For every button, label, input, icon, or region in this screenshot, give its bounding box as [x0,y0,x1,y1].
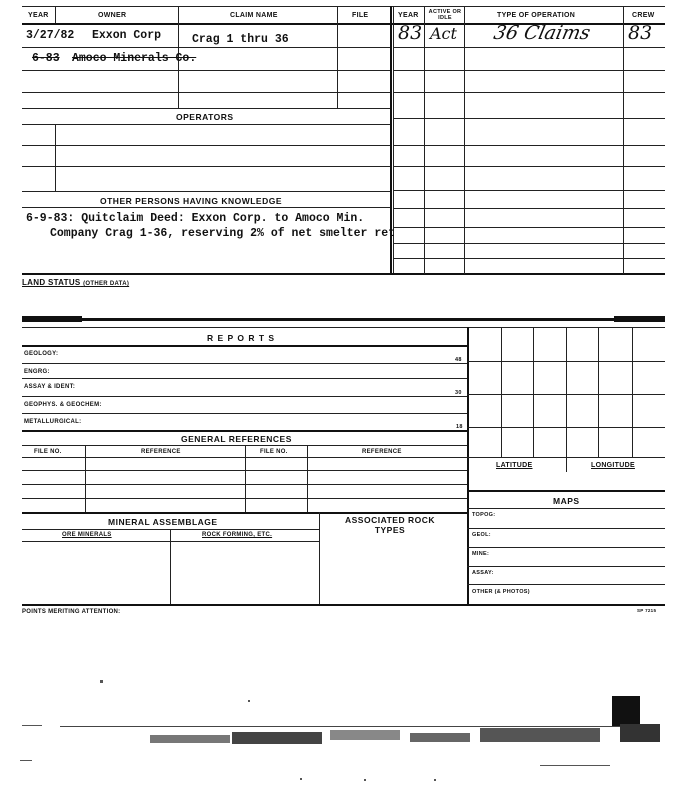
ore-minerals-label: ORE MINERALS [62,532,112,538]
rule [22,273,665,275]
owner-row-1-claim: Crag 1 thru 36 [192,33,289,46]
report-metallurgical-number: 18 [456,424,463,430]
activity-year-entry: 83 [398,22,423,44]
maps-heading: MAPS [553,496,580,506]
land-status-label [22,278,129,287]
owner-row-2-owner: Amoco Minerals Co. [72,52,197,65]
operators-heading: OPERATORS [176,112,234,122]
report-geology: GEOLOGY: [24,351,59,357]
header-year: YEAR [28,12,49,19]
associated-rock-types-heading: ASSOCIATED ROCK TYPES [345,515,435,535]
ref-col-reference-1: REFERENCE [141,449,181,455]
ref-col-file-no-2: FILE NO. [260,449,288,455]
activity-crew-entry: 83 [628,22,653,44]
maps-assay: ASSAY: [472,570,494,576]
other-persons-heading: OTHER PERSONS HAVING KNOWLEDGE [100,196,283,206]
ref-col-reference-2: REFERENCE [362,449,402,455]
header-owner: OWNER [98,12,127,19]
owner-row-1-year: 3/27/82 [26,29,75,42]
knowledge-line-2: Company Crag 1-36, reserving 2% of net smelter ret [50,227,396,240]
header-file: FILE [352,12,369,19]
points-meriting-attention-label: POINTS MERITING ATTENTION: [22,609,121,615]
report-assay: ASSAY & IDENT: [24,384,76,390]
maps-geol: GEOL: [472,532,491,538]
header-type-of-operation: TYPE OF OPERATION [497,12,576,19]
rule [22,6,665,7]
maps-topog: TOPOG: [472,512,496,518]
activity-status-entry: Act [430,24,457,43]
header-active-or-idle: ACTIVE OR IDLE [428,9,462,21]
owner-row-2-year: 6-83 [32,52,60,65]
general-references-heading: GENERAL REFERENCES [181,434,292,444]
header-claim-name: CLAIM NAME [230,12,278,19]
maps-mine: MINE: [472,551,490,557]
report-geophys: GEOPHYS. & GEOCHEM: [24,402,102,408]
knowledge-line-1: 6-9-83: Quitclaim Deed: Exxon Corp. to Amoco Min. [26,212,365,225]
owner-row-1-owner: Exxon Corp [92,29,162,42]
land-status-sublabel: (OTHER DATA) [83,281,130,287]
longitude-label: LONGITUDE [591,462,635,469]
report-engrg: ENGRG: [24,369,50,375]
mineral-assemblage-heading: MINERAL ASSEMBLAGE [108,517,218,527]
rock-forming-label: ROCK FORMING, ETC. [202,532,273,538]
report-geology-number: 48 [455,357,462,363]
form-code: SP 7215 [637,608,657,613]
report-assay-number: 30 [455,390,462,396]
maps-other: OTHER (& PHOTOS) [472,589,530,595]
reports-heading: R E P O R T S [207,333,276,343]
header-crew: CREW [632,12,655,19]
ref-col-file-no-1: FILE NO. [34,449,62,455]
land-status-title: LAND STATUS [22,278,81,287]
report-metallurgical: METALLURGICAL: [24,419,82,425]
band [22,318,665,321]
header-activity-year: YEAR [398,12,419,19]
latitude-label: LATITUDE [496,462,533,469]
activity-operation-entry: 36 Claims [491,22,593,44]
